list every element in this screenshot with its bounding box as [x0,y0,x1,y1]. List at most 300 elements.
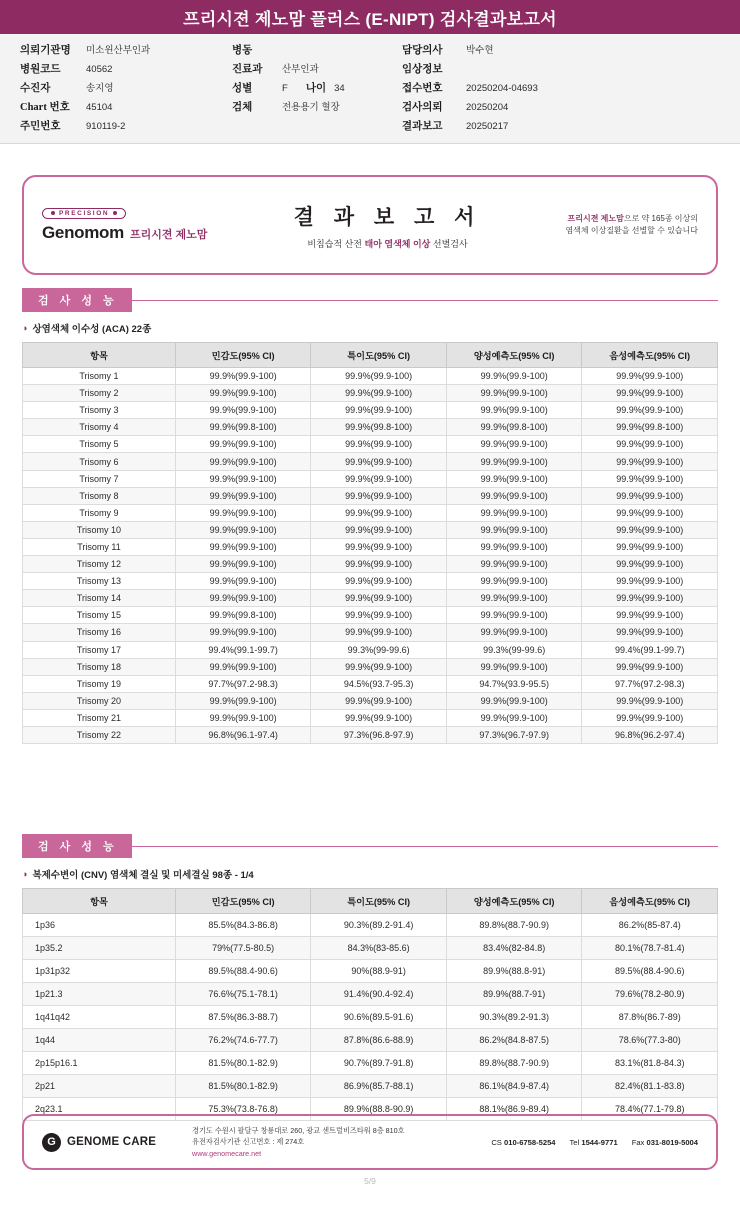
cell-value: 97.3%(96.7-97.9) [446,726,582,743]
cell-value: 99.9%(99.9-100) [582,521,718,538]
cell-value: 99.9%(99.9-100) [582,658,718,675]
cell-value: 99.9%(99.9-100) [582,368,718,385]
cell-value: 99.9%(99.9-100) [311,692,447,709]
info-label: 주민번호 [20,120,61,132]
cell-value: 90%(88.9-91) [311,960,447,983]
cell-value: 99.4%(99.1-99.7) [175,641,311,658]
info-row [232,61,402,76]
cell-value: 99.9%(99.9-100) [582,470,718,487]
table-row [23,1029,718,1052]
page-title: 프리시젼 제노맘 플러스 (E-NIPT) 검사결과보고서 [183,9,557,29]
cell-value: 99.9%(99.9-100) [175,590,311,607]
tel-value: 1544-9771 [581,1137,618,1147]
cell-value: 83.4%(82-84.8) [446,937,582,960]
section-rule [132,300,718,301]
subtitle-prefix: 비침습적 산전 [307,238,365,249]
cell-item: Trisomy 9 [23,504,176,521]
info-label: 진료과 [232,63,263,75]
address-line-2: 유전자검사기관 신고번호 : 제 274호 [192,1137,305,1147]
cell-value: 99.9%(99.9-100) [175,385,311,402]
cell-value: 99.9%(99.9-100) [311,573,447,590]
cell-value: 99.9%(99.9-100) [175,538,311,555]
info-value: 전용용기 혈장 [282,102,340,113]
cell-value: 99.9%(99.9-100) [446,658,582,675]
info-value: 박수현 [466,45,494,56]
cell-value: 75.3%(73.8-76.8) [175,1098,311,1121]
cell-value: 99.9%(99.9-100) [582,504,718,521]
table-row [23,960,718,983]
table-row [23,726,718,743]
patient-info-column-c [402,42,702,133]
table-row [23,675,718,692]
section-subtitle-text: 상염색체 이수성 (ACA) 22종 [32,324,152,335]
cell-value: 99.9%(99.9-100) [582,573,718,590]
table-row [23,402,718,419]
cell-value: 99.9%(99.9-100) [446,709,582,726]
table-row [23,538,718,555]
cell-value: 83.1%(81.8-84.3) [582,1052,718,1075]
cell-value: 81.5%(80.1-82.9) [175,1075,311,1098]
report-title-bar [0,0,740,34]
report-header-card [22,175,718,275]
cell-item: Trisomy 22 [23,726,176,743]
cell-value: 90.3%(89.2-91.4) [311,914,447,937]
cell-value: 99.9%(99.9-100) [311,658,447,675]
cell-value: 99.9%(99.9-100) [311,538,447,555]
precision-label: PRECISION [59,209,110,217]
cell-value: 99.9%(99.9-100) [446,504,582,521]
company-website-link[interactable]: www.genomecare.net [192,1148,262,1158]
cell-item: Trisomy 7 [23,470,176,487]
col-header-npv: 음성예측도(95% CI) [582,889,718,914]
cell-value: 99.3%(99-99.6) [446,641,582,658]
cell-value: 99.9%(99.9-100) [446,521,582,538]
cell-value: 89.9%(88.8-91) [446,960,582,983]
table-row [23,453,718,470]
table-header-row [23,889,718,914]
cell-value: 99.9%(99.8-100) [582,419,718,436]
company-address [192,1125,491,1158]
table-row [23,709,718,726]
cell-value: 99.9%(99.9-100) [175,436,311,453]
info-value: 20250217 [466,121,509,132]
cell-value: 99.9%(99.8-100) [175,419,311,436]
right-note-line1 [528,213,698,225]
cell-item: 1q41q42 [23,1006,176,1029]
table-row [23,385,718,402]
aca-performance-table [22,342,718,744]
info-label: 접수번호 [402,82,443,94]
dot-icon [51,211,55,215]
cell-item: Trisomy 20 [23,692,176,709]
info-row [20,61,232,76]
section-rule [132,846,718,847]
brand-block [42,208,247,243]
info-value: 910119-2 [86,121,126,132]
tel-contact [570,1138,618,1147]
cell-value: 86.2%(85-87.4) [582,914,718,937]
table-row [23,1075,718,1098]
card-center-title [247,201,528,250]
info-row [402,61,702,76]
info-row [20,42,232,57]
table-row [23,692,718,709]
result-report-heading: 결 과 보 고 서 [293,205,482,229]
info-row [402,118,702,133]
info-label: 담당의사 [402,44,443,56]
right-note-highlight: 프리시젼 제노맘 [567,214,624,223]
cell-value: 99.9%(99.9-100) [311,607,447,624]
col-header-item: 항목 [23,343,176,368]
cell-item: 2p21 [23,1075,176,1098]
cell-value: 99.9%(99.9-100) [311,436,447,453]
logo-text: GENOME CARE [67,1136,157,1148]
cell-value: 89.8%(88.7-90.9) [446,914,582,937]
cell-value: 99.9%(99.9-100) [175,658,311,675]
info-row [402,99,702,114]
cell-value: 79%(77.5-80.5) [175,937,311,960]
cs-contact [491,1138,555,1147]
info-value: 송지영 [86,83,114,94]
col-header-specificity: 특이도(95% CI) [311,889,447,914]
genome-care-logo [42,1133,192,1152]
diamond-bullet-icon: ◑ [22,323,28,333]
info-row [402,80,702,95]
cell-value: 86.9%(85.7-88.1) [311,1075,447,1098]
cell-value: 94.7%(93.9-95.5) [446,675,582,692]
cell-value: 99.9%(99.9-100) [446,573,582,590]
cell-value: 99.9%(99.9-100) [446,470,582,487]
cnv-performance-table [22,888,718,1121]
cell-item: Trisomy 6 [23,453,176,470]
cell-value: 99.9%(99.8-100) [446,419,582,436]
cell-value: 99.9%(99.9-100) [311,504,447,521]
cell-value: 99.9%(99.9-100) [446,556,582,573]
cell-value: 89.8%(88.7-90.9) [446,1052,582,1075]
cell-value: 86.2%(84.8-87.5) [446,1029,582,1052]
cell-value: 99.9%(99.9-100) [311,590,447,607]
cell-value: 99.9%(99.9-100) [175,504,311,521]
info-row [232,99,402,114]
cell-value: 86.1%(84.9-87.4) [446,1075,582,1098]
table-row [23,419,718,436]
cell-value: 99.9%(99.9-100) [446,590,582,607]
col-header-specificity: 특이도(95% CI) [311,343,447,368]
info-label: 성별 [232,82,253,94]
cell-value: 89.9%(88.7-91) [446,983,582,1006]
info-row-sex-age [232,80,402,95]
col-header-sensitivity: 민감도(95% CI) [175,889,311,914]
table-row [23,504,718,521]
cell-item: Trisomy 1 [23,368,176,385]
cell-value: 97.3%(96.8-97.9) [311,726,447,743]
patient-info-column-a [20,42,232,133]
cell-item: Trisomy 5 [23,436,176,453]
brand-name-en: Genomom [42,222,124,242]
cell-value: 99.9%(99.9-100) [175,521,311,538]
cell-value: 99.9%(99.9-100) [446,385,582,402]
info-value: 45104 [86,102,113,113]
cell-value: 79.6%(78.2-80.9) [582,983,718,1006]
cell-value: 99.9%(99.9-100) [582,538,718,555]
cell-item: Trisomy 2 [23,385,176,402]
cell-value: 96.8%(96.2-97.4) [582,726,718,743]
cell-value: 81.5%(80.1-82.9) [175,1052,311,1075]
col-header-ppv: 양성예측도(95% CI) [446,343,582,368]
info-value-age: 34 [334,83,345,94]
cell-value: 99.9%(99.9-100) [175,470,311,487]
cell-value: 99.9%(99.9-100) [582,453,718,470]
col-header-npv: 음성예측도(95% CI) [582,343,718,368]
cell-value: 99.9%(99.9-100) [582,556,718,573]
table-row [23,1052,718,1075]
info-label: 의뢰기관명 [20,44,71,56]
cell-value: 78.4%(77.1-79.8) [582,1098,718,1121]
right-note-rest: 으로 약 165종 이상의 [623,214,698,223]
cell-item: Trisomy 4 [23,419,176,436]
section-cnv [22,834,718,1121]
col-header-ppv: 양성예측도(95% CI) [446,889,582,914]
page-number: 5/9 [364,1176,376,1186]
patient-info-panel [0,34,740,144]
cell-value: 99.9%(99.9-100) [175,624,311,641]
table-header-row [23,343,718,368]
cell-item: Trisomy 8 [23,487,176,504]
cell-value: 84.3%(83-85.6) [311,937,447,960]
cell-item: Trisomy 15 [23,607,176,624]
cell-item: Trisomy 3 [23,402,176,419]
cell-value: 85.5%(84.3-86.8) [175,914,311,937]
info-row [402,42,702,57]
report-footer [22,1114,718,1170]
cell-value: 99.9%(99.9-100) [175,692,311,709]
fax-contact [632,1138,698,1147]
info-row [20,80,232,95]
cell-value: 99.9%(99.9-100) [446,607,582,624]
table-row [23,470,718,487]
cell-item: 1p35.2 [23,937,176,960]
info-label: 병동 [232,44,253,56]
cell-value: 99.9%(99.9-100) [311,470,447,487]
section-header [22,834,718,858]
section-header [22,288,718,312]
cell-item: 2p15p16.1 [23,1052,176,1075]
cell-value: 89.5%(88.4-90.6) [582,960,718,983]
cell-value: 99.9%(99.9-100) [446,436,582,453]
cell-item: 1p31p32 [23,960,176,983]
table-row [23,658,718,675]
section-subtitle [22,867,718,881]
address-line-1: 경기도 수원시 팔달구 창룡대로 260, 광교 센트럴비즈타워 8층 810호 [192,1126,405,1136]
cell-value: 96.8%(96.1-97.4) [175,726,311,743]
info-value: 40562 [86,64,113,75]
cell-value: 99.9%(99.9-100) [311,624,447,641]
info-row [20,99,232,114]
brand-name-line [42,223,247,243]
cell-item: 2q23.1 [23,1098,176,1121]
table-row [23,641,718,658]
info-value: 미소윈산부인과 [86,45,151,56]
cell-item: 1p21.3 [23,983,176,1006]
section-subtitle [22,321,718,335]
cell-value: 99.9%(99.9-100) [175,709,311,726]
section-tag: 검 사 성 능 [22,834,132,858]
section-aca [22,288,718,744]
cell-item: Trisomy 16 [23,624,176,641]
cell-value: 76.2%(74.6-77.7) [175,1029,311,1052]
cell-value: 99.9%(99.9-100) [175,453,311,470]
col-header-item: 항목 [23,889,176,914]
cell-value: 99.9%(99.9-100) [175,368,311,385]
cell-value: 90.7%(89.7-91.8) [311,1052,447,1075]
subtitle-suffix: 선별검사 [430,238,468,249]
cell-value: 99.9%(99.9-100) [311,402,447,419]
cell-value: 99.9%(99.9-100) [582,607,718,624]
cell-value: 99.9%(99.9-100) [175,487,311,504]
table-row [23,1006,718,1029]
cell-value: 97.7%(97.2-98.3) [175,675,311,692]
cell-value: 88.1%(86.9-89.4) [446,1098,582,1121]
cell-item: Trisomy 19 [23,675,176,692]
cell-item: Trisomy 21 [23,709,176,726]
table-row [23,521,718,538]
cell-value: 99.9%(99.9-100) [582,385,718,402]
cell-value: 87.5%(86.3-88.7) [175,1006,311,1029]
diamond-bullet-icon: ◑ [22,869,28,879]
info-label: 병원코드 [20,63,61,75]
cell-item: Trisomy 13 [23,573,176,590]
cell-value: 99.9%(99.9-100) [311,521,447,538]
info-label: 검체 [232,101,253,113]
cell-value: 97.7%(97.2-98.3) [582,675,718,692]
table-row [23,624,718,641]
info-label: 검사의뢰 [402,101,443,113]
fax-value: 031-8019-5004 [646,1137,698,1147]
table-row [23,573,718,590]
cell-item: Trisomy 18 [23,658,176,675]
table-row [23,983,718,1006]
cell-value: 78.6%(77.3-80) [582,1029,718,1052]
info-value: 산부인과 [282,64,319,75]
cell-value: 99.9%(99.9-100) [446,624,582,641]
table-row [23,368,718,385]
table-row [23,556,718,573]
cell-value: 99.9%(99.9-100) [582,709,718,726]
table-row [23,914,718,937]
info-label: Chart 번호 [20,102,70,113]
result-report-subtitle [247,237,528,250]
cell-value: 99.9%(99.9-100) [175,402,311,419]
table-row [23,607,718,624]
section-subtitle-text: 복제수변이 (CNV) 염색체 결실 및 미세결실 98종 - 1/4 [32,870,254,881]
cell-value: 99.9%(99.8-100) [311,419,447,436]
cs-value: 010-6758-5254 [504,1137,556,1147]
info-label: 수진자 [20,82,51,94]
cell-value: 99.3%(99-99.6) [311,641,447,658]
cell-value: 99.9%(99.9-100) [582,487,718,504]
cell-value: 99.9%(99.9-100) [582,624,718,641]
cell-value: 99.9%(99.9-100) [582,692,718,709]
cell-value: 99.9%(99.9-100) [446,453,582,470]
col-header-sensitivity: 민감도(95% CI) [175,343,311,368]
cell-value: 99.9%(99.8-100) [175,607,311,624]
info-label-age: 나이 [305,82,327,94]
cell-value: 99.9%(99.9-100) [446,487,582,504]
cell-value: 80.1%(78.7-81.4) [582,937,718,960]
cell-value: 99.9%(99.9-100) [311,368,447,385]
cell-value: 99.9%(99.9-100) [446,692,582,709]
dot-icon [113,211,117,215]
info-label: 임상정보 [402,63,443,75]
table-row [23,937,718,960]
precision-badge [42,208,126,219]
table-row [23,436,718,453]
cell-value: 99.9%(99.9-100) [446,402,582,419]
cell-value: 99.9%(99.9-100) [311,487,447,504]
cell-item: Trisomy 14 [23,590,176,607]
cell-value: 99.9%(99.9-100) [582,402,718,419]
cell-value: 82.4%(81.1-83.8) [582,1075,718,1098]
cell-value: 99.9%(99.9-100) [311,453,447,470]
contact-info [491,1138,698,1147]
cell-value: 87.8%(86.6-88.9) [311,1029,447,1052]
cell-value: 90.6%(89.5-91.6) [311,1006,447,1029]
cell-item: Trisomy 10 [23,521,176,538]
fax-label: Fax [631,1137,645,1147]
info-label: 결과보고 [402,120,443,132]
cell-value: 99.9%(99.9-100) [582,436,718,453]
cell-item: Trisomy 12 [23,556,176,573]
cell-value: 91.4%(90.4-92.4) [311,983,447,1006]
right-note-line2: 염색체 이상질환을 선별할 수 있습니다 [565,226,698,235]
cell-value: 87.8%(86.7-89) [582,1006,718,1029]
cell-item: Trisomy 11 [23,538,176,555]
cs-label: CS [491,1137,502,1147]
cell-value: 99.9%(99.9-100) [311,385,447,402]
info-value: 20250204-04693 [466,83,538,94]
cell-value: 99.9%(99.9-100) [311,709,447,726]
cell-value: 99.9%(99.9-100) [446,538,582,555]
cell-item: 1q44 [23,1029,176,1052]
cell-item: 1p36 [23,914,176,937]
table-row [23,487,718,504]
cell-value: 99.9%(99.9-100) [175,556,311,573]
cell-value: 90.3%(89.2-91.3) [446,1006,582,1029]
info-value: 20250204 [466,102,509,113]
cell-item: Trisomy 17 [23,641,176,658]
cell-value: 99.9%(99.9-100) [311,556,447,573]
cell-value: 76.6%(75.1-78.1) [175,983,311,1006]
cell-value: 99.9%(99.9-100) [582,590,718,607]
info-row [232,42,402,57]
info-row [20,118,232,133]
table-row [23,590,718,607]
logo-circle-icon: G [42,1133,61,1152]
patient-info-column-b [232,42,402,133]
tel-label: Tel [569,1137,580,1147]
cell-value: 99.4%(99.1-99.7) [582,641,718,658]
cell-value: 89.9%(88.8-90.9) [311,1098,447,1121]
cell-value: 94.5%(93.7-95.3) [311,675,447,692]
brand-name-ko: 프리시젼 제노맘 [129,228,208,241]
card-right-note [528,213,698,237]
section-tag: 검 사 성 능 [22,288,132,312]
subtitle-highlight: 태아 염색체 이상 [364,238,431,249]
info-value: F [282,83,288,94]
cell-value: 99.9%(99.9-100) [446,368,582,385]
cell-value: 99.9%(99.9-100) [175,573,311,590]
cell-value: 89.5%(88.4-90.6) [175,960,311,983]
